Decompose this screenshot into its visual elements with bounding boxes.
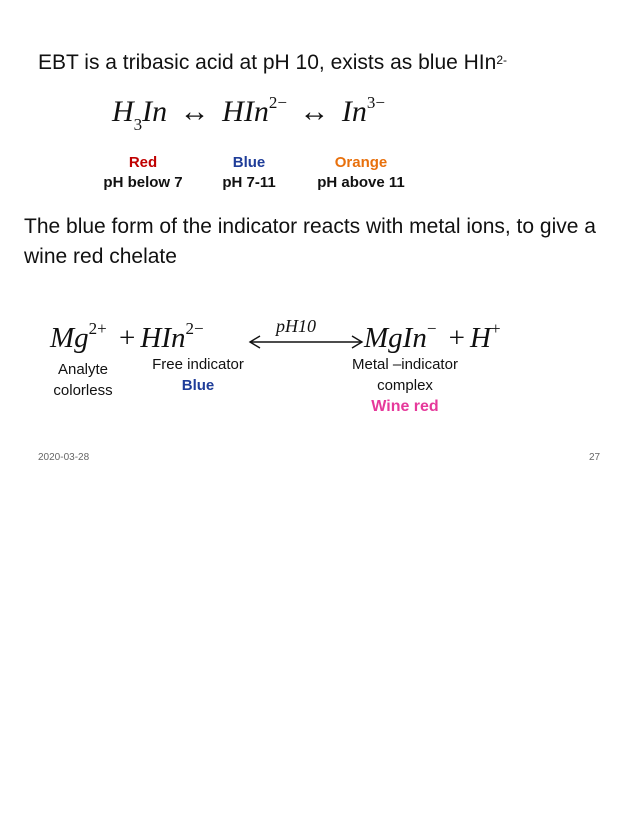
equilibrium-arrow [246, 318, 366, 358]
form-red [100, 153, 186, 193]
form-blue-range: pH 7-11 [222, 174, 276, 191]
description-paragraph: The blue form of the indicator reacts with metal ions, to give a wine red chelate [24, 215, 596, 268]
complex-line2: complex [377, 377, 433, 394]
footer-page-number: 27 [589, 452, 601, 463]
footer-date: 2020-03-28 [38, 452, 90, 463]
eq2-mg: Mg [50, 322, 89, 354]
eq1-charge2: 3− [366, 93, 386, 112]
form-red-range: pH below 7 [103, 174, 183, 191]
title-text: EBT is a tribasic acid at pH 10, exists as blue HIn [38, 51, 497, 74]
eq1-h: H [112, 95, 134, 128]
complex-line1: Metal –indicator [352, 356, 458, 373]
free-indicator-color: Blue [181, 377, 215, 394]
label-analyte [46, 359, 120, 401]
title-superscript: 2- [496, 53, 507, 67]
eq2-condition: pH10 [276, 316, 316, 336]
analyte-line2: colorless [53, 382, 113, 399]
eq1-arrow2: ↔ [299, 95, 330, 128]
form-blue-name: Blue [232, 154, 266, 171]
label-free-indicator [144, 354, 252, 396]
label-complex [340, 354, 470, 417]
eq1-arrow1: ↔ [179, 95, 210, 128]
eq2-h: H [470, 322, 491, 354]
eq2-plus2: + [448, 322, 466, 354]
form-blue [212, 153, 286, 193]
analyte-line1: Analyte [57, 361, 109, 378]
eq2-mgin: MgIn [364, 322, 427, 354]
eq1-in: In [142, 95, 168, 128]
eq1-charge1: 2− [268, 93, 287, 112]
eq2-hin: HIn [140, 322, 186, 354]
eq2-plus1: + [119, 322, 136, 354]
equilibrium-equation-1 [112, 92, 385, 136]
free-indicator-text: Free indicator [152, 356, 244, 373]
complex-color: Wine red [371, 398, 439, 415]
form-red-name: Red [128, 154, 158, 171]
eq1-in3: In [341, 95, 367, 128]
eq2-h-charge: + [490, 319, 501, 338]
eq2-mgin-charge: − [426, 319, 437, 338]
eq2-hin-charge: 2− [185, 319, 204, 338]
form-orange-name: Orange [334, 154, 388, 171]
eq1-hin: HIn [222, 95, 269, 128]
form-orange-range: pH above 11 [317, 174, 405, 191]
form-orange [310, 153, 412, 193]
slide-title [38, 50, 507, 76]
eq1-sub3: 3 [133, 115, 143, 134]
eq2-mg-charge: 2+ [88, 319, 107, 338]
